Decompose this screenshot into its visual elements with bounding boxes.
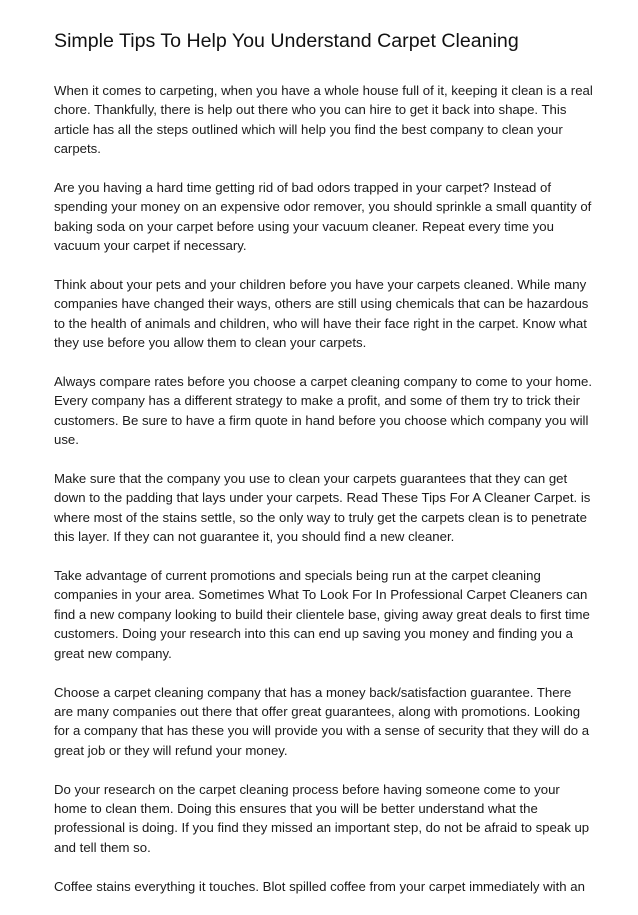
- paragraph-odor-intro: When it comes to carpeting, when you have a whole house full of it, keeping it clean is a real chore. Thankfully, there is help out there who you can hire to get it back into shape. This article has all the steps outlined which will help you find the best company to clean your carpets.: [54, 83, 593, 157]
- paragraph-pets-children: Think about your pets and your children before you have your carpets cleaned. While many companies have changed their ways, others are still using chemicals that can be hazardous to the health of animals and children, who will have their face right in the carpet. Know what they use before you allow them to clean your carpets.: [54, 277, 589, 351]
- paragraph-coffee-stains: Coffee stains everything it touches. Blot spilled coffee from your carpet immediately with an: [54, 878, 585, 894]
- paragraph-research-process: Do your research on the carpet cleaning process before having someone come to your home to clean them. Doing this ensures that you will be better understand what the professional is doing. If you find they missed an important step, do not be afraid to speak up and tell them so.: [54, 781, 590, 855]
- page-title: Simple Tips To Help You Understand Carpet Cleaning: [54, 30, 519, 52]
- paragraph-promotions: Take advantage of current promotions and specials being run at the carpet cleaning companies in your area. Sometimes What To Look For In Professional Carpet Cleaners can find a new company looking to build their clientele base, giving away great deals to first time customers. Doing your research into this can end up saving you money and finding you a great new company.: [54, 568, 590, 661]
- document-page: [54, 28, 594, 915]
- paragraph-bad-odors: Are you having a hard time getting rid of bad odors trapped in your carpet? Instead of spending your money on an expensive odor remover, you should sprinkle a small quantity of baking soda on your carpet before using your vacuum cleaner. Repeat every time you vacuum your carpet if necessary.: [54, 180, 592, 254]
- paragraph-money-back: Choose a carpet cleaning company that has a money back/satisfaction guarantee. There are many companies out there that offer great guarantees, along with promotions. Looking for a company that has these you will provide you with a sense of security that they will do a great job or they will refund your money.: [54, 684, 590, 758]
- paragraph-compare-rates: Always compare rates before you choose a carpet cleaning company to come to your home. Every company has a different strategy to make a profit, and some of them try to trick their customers. Be sure to have a firm quote in hand before you choose which company you will use.: [54, 374, 593, 448]
- paragraph-padding-guarantee: Make sure that the company you use to clean your carpets guarantees that they can get down to the padding that lays under your carpets. Read These Tips For A Cleaner Carpet. is where most of the stains settle, so the only way to truly get the carpets clean is to penetrate this layer. If they can not guarantee it, you should find a new cleaner.: [54, 471, 591, 545]
